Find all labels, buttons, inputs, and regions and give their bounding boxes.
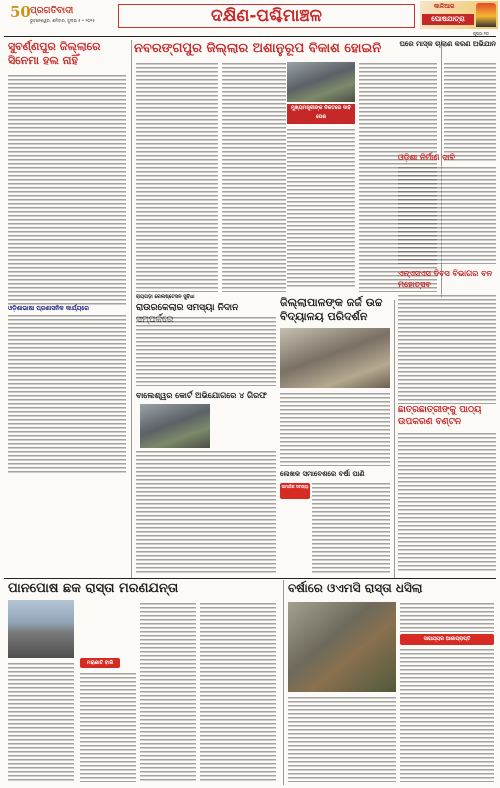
story-rain-body	[312, 482, 390, 574]
court-photo	[140, 404, 210, 448]
story-omc-headline: ବର୍ଷାରେ ଓଏମସି ରାସ୍ତା ଧସିଲା	[288, 581, 423, 595]
story-students-headline: ଛାତ୍ରଛାତ୍ରୀଙ୍କୁ ପାଠ୍ୟ ଉପକରଣ ବଣ୍ଟନ	[398, 405, 482, 427]
masthead-rule	[4, 36, 496, 37]
bottom-rule	[4, 578, 496, 579]
collapsed-road-photo	[288, 602, 396, 692]
page-number: ପୃଷ୍ଠା ୧୦	[473, 31, 489, 36]
story-rourkela-body	[136, 316, 276, 386]
promo-title: ଘୋଷଯାତ୍ରା	[422, 14, 474, 25]
col-divider-3	[394, 300, 395, 578]
school-photo	[280, 328, 390, 388]
promo-label: କାଳିଆର	[434, 3, 455, 10]
dateline: ଭୁବନେଶ୍ୱର, ଶନିବାର, ଜୁଲାଇ ୫ • ୨୦୨୫	[30, 18, 95, 23]
story-sub-headline: ଓଡ଼ିଶାଭାଷା ପ୍ରଶାସନିକ କାର୍ଯ୍ୟରେ	[8, 305, 128, 313]
story-omc-body-2	[400, 602, 494, 632]
anniversary-logo: 50	[10, 3, 31, 21]
story-school-headline: ଜିଲ୍ଲାପାଳଙ୍କ ଜର୍ଜ ଉଚ୍ଚ ବିଦ୍ୟାଳୟ ପରିଦର୍ଶନ	[280, 296, 383, 323]
road-photo	[8, 600, 74, 658]
story-nabarangpur-body-2	[222, 62, 286, 292]
masthead	[0, 0, 500, 36]
story-omc-body-1	[288, 696, 396, 782]
col-divider-1	[131, 40, 132, 578]
story-nss-headline: ଏନ୍ଏସଏସ ଦିବସ ବିଭାଗର ବନ ମହୋତ୍ସବ	[398, 269, 493, 289]
story-omc-body-3	[400, 648, 494, 782]
story-panposh-headline: ପାନପୋଷ ଛକ ରାସ୍ତା ମରଣଯନ୍ତା	[8, 581, 179, 596]
story-rain-headline: ଲେଖକ ସମାବେଶରେ ବର୍ଷା ପାଣି	[280, 470, 365, 478]
story-nabarangpur-body-1	[136, 62, 218, 292]
meeting-photo	[287, 62, 355, 102]
story-rourkela-headline: ରାଉରକେଲାର ସମସ୍ୟା ନିଦାନ	[136, 303, 239, 313]
story-students-body	[398, 432, 496, 572]
story-cinema-headline: ସୁବର୍ଣ୍ଣପୁର ଜିଲ୍ଲାରେ ସିନେମା ହଲ ନାହିଁ	[8, 40, 101, 67]
story-odisha-body	[398, 166, 496, 264]
story-panposh-body-3	[140, 602, 196, 782]
story-mask-body	[444, 62, 496, 162]
promo-box	[420, 1, 498, 29]
story-panposh-body-2	[80, 672, 136, 782]
story-omc-sub: ସାହାଯ୍ୟର ଆଶାପ୍ରାପ୍ତି	[400, 634, 494, 645]
story-nabarangpur-highlight: ମୁଖ୍ୟମନ୍ତ୍ରୀଙ୍କ ନିକଟରେ ଦାବି ପେଶ	[287, 104, 355, 124]
story-mask-headline: ଘରେ ମାସ୍କ ଚାଲାଣ କରଣ ଅଭିଯାନ	[399, 40, 496, 48]
story-panposh-body-4	[200, 602, 276, 782]
story-nabarangpur-headline: ନବରଙ୍ଗପୁର ଜିଲ୍ଲାର ଅଶାନୁରୂପ ବିକାଶ ହୋଇନି	[134, 41, 382, 56]
section-title: ଦକ୍ଷିଣ-ପଶ୍ଚିମାଞ୍ଚଳ	[118, 4, 415, 28]
paper-name: ପ୍ରଗତିବାଦୀ	[30, 6, 74, 16]
temple-chariot-image	[476, 3, 496, 27]
story-nss-body	[398, 294, 496, 404]
story-nabarangpur-body-3	[287, 128, 355, 288]
story-odisha-headline: ଓଡ଼ିଶା ନିର୍ମାଣ ଦାବି	[398, 153, 455, 162]
story-panposh-badge: ମରାଣାତି ବାରି	[80, 658, 120, 668]
story-rain-badge: ସାମାଜିକ ସମସ୍ୟା	[280, 483, 310, 499]
col-divider-bottom	[283, 580, 284, 785]
story-rourkela-kicker: ରାୟଗଡ଼ା ରେଲଷ୍ଟେସନ ସୁବିଧା	[136, 294, 195, 300]
story-school-body	[280, 392, 390, 466]
story-court-body	[136, 450, 276, 574]
story-panposh-body-1	[8, 662, 74, 782]
story-court-headline: ବାଲେଶ୍ୱର କୋର୍ଟ ଅଭିଯୋଗରେ ୪ ଗିରଫ	[136, 391, 267, 400]
story-cinema-body	[8, 74, 126, 474]
